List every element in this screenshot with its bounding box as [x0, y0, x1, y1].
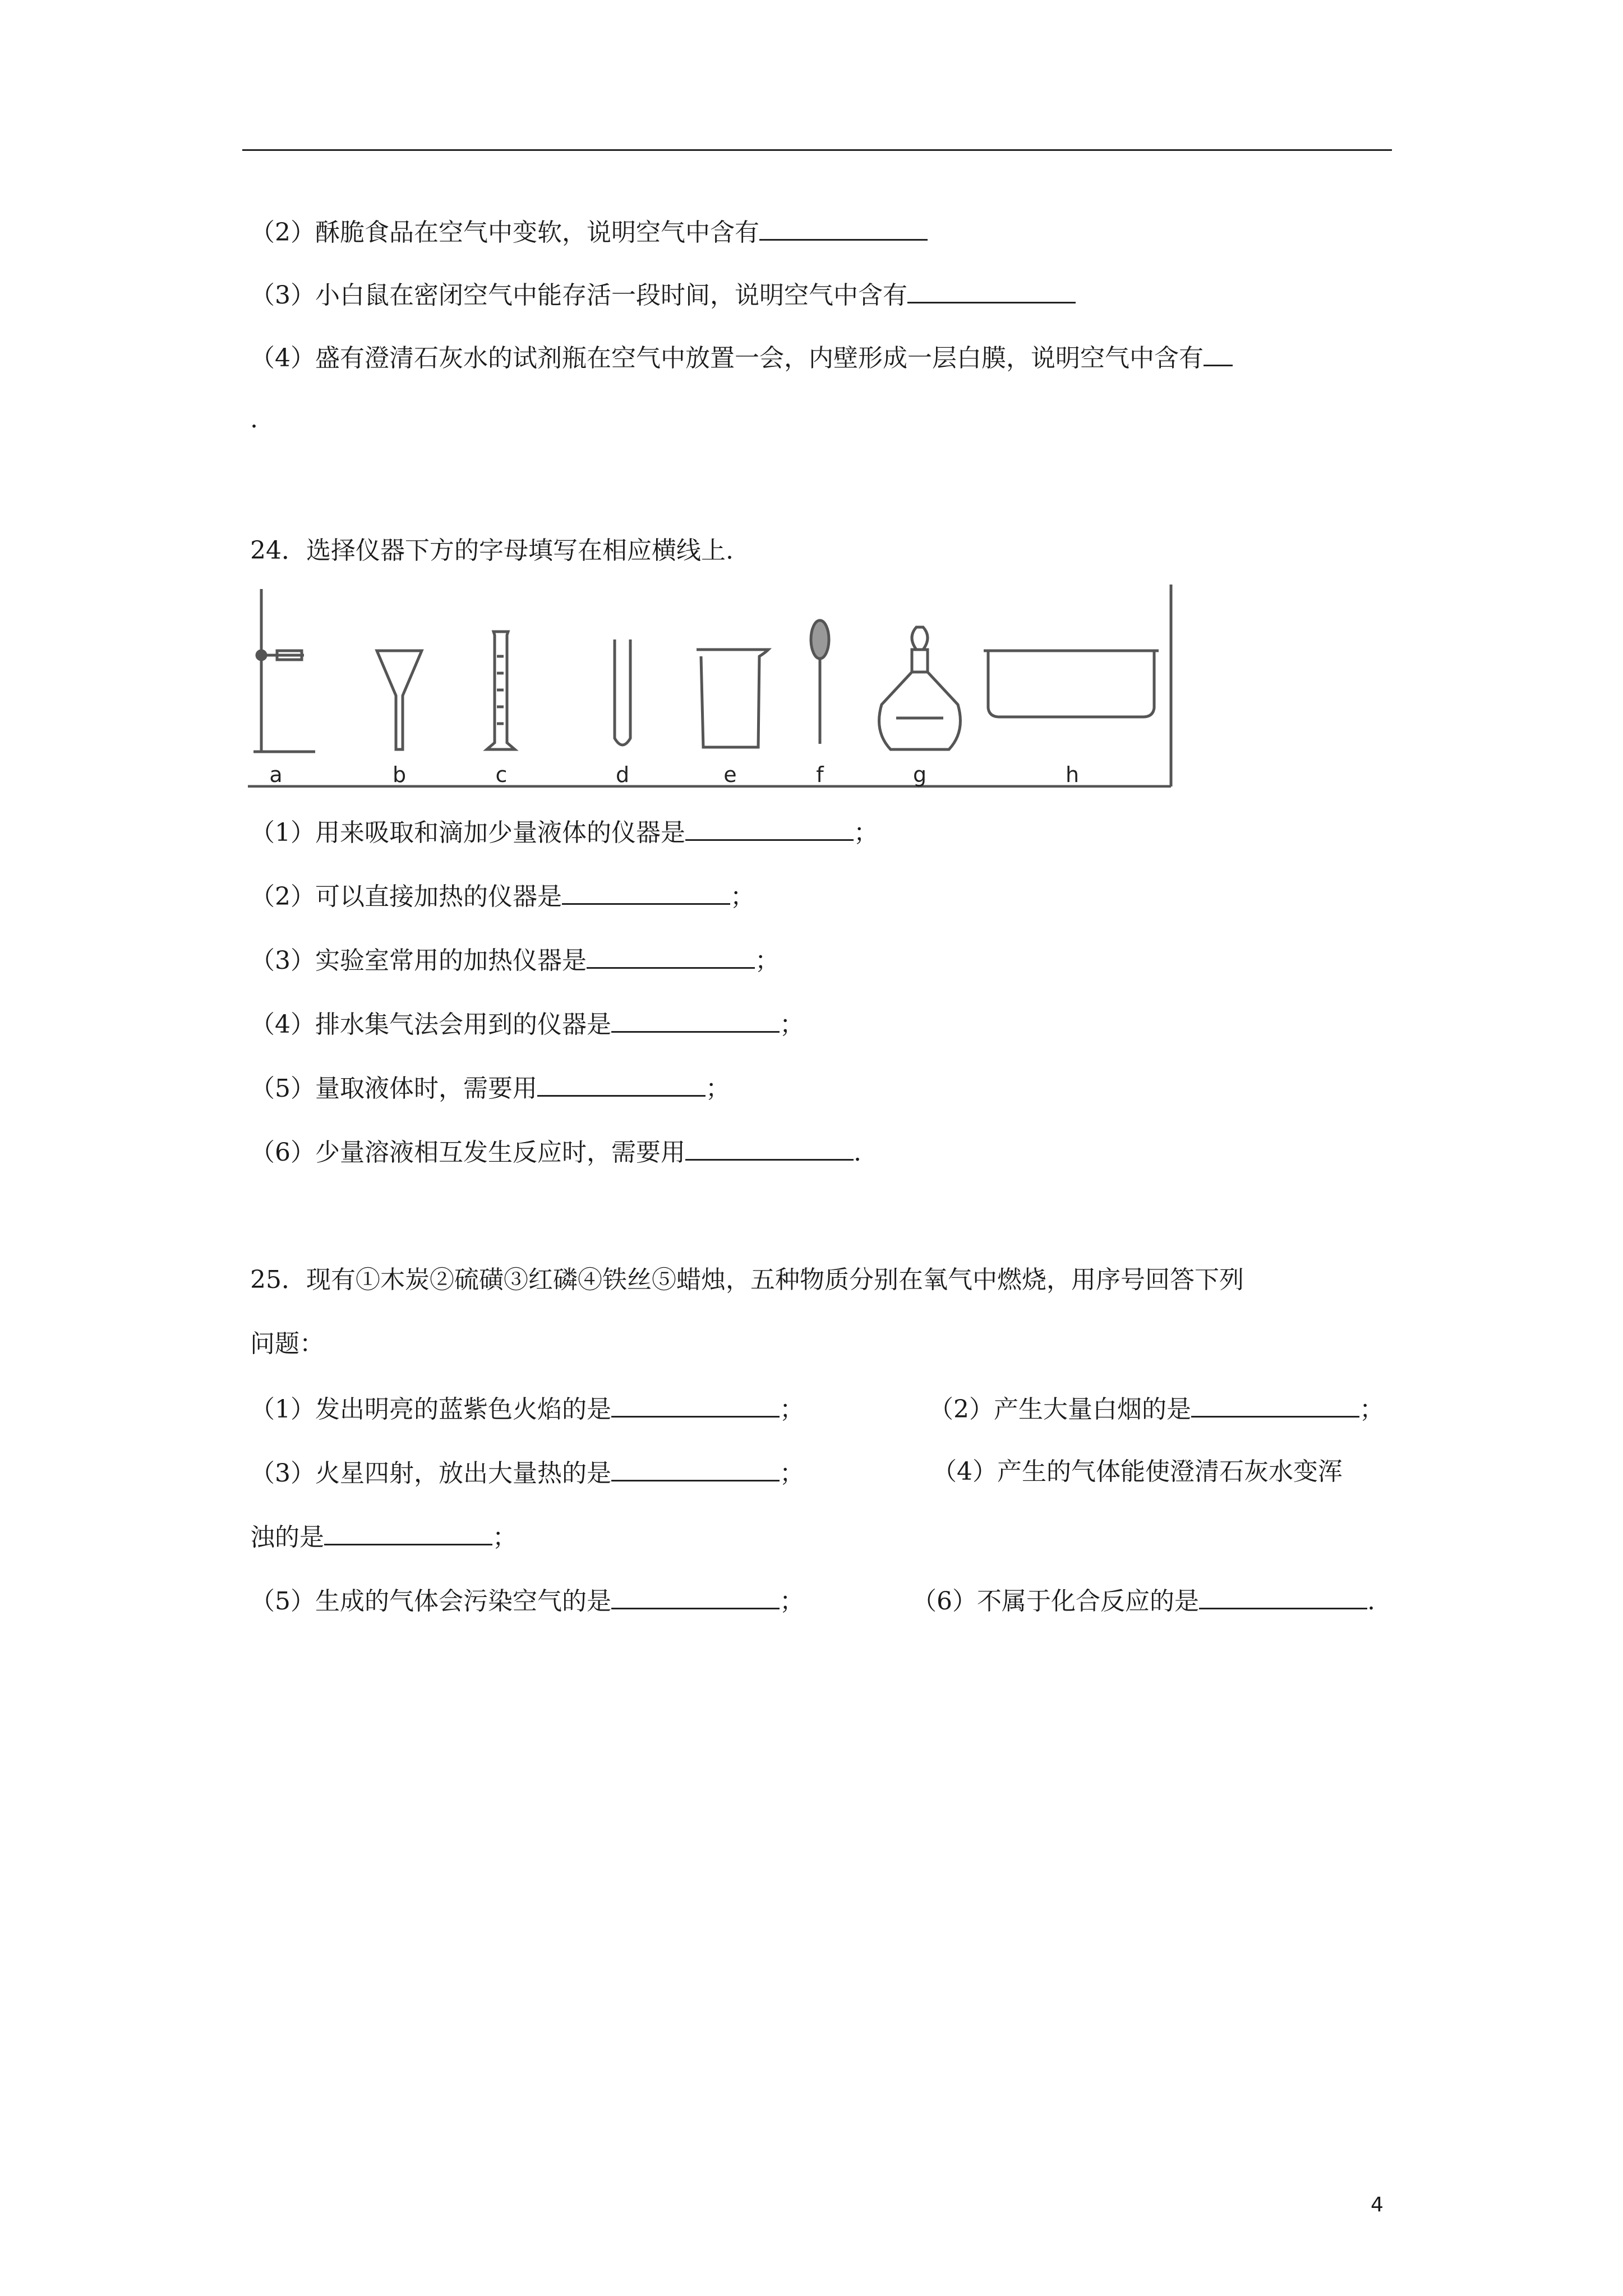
q23-item-4-end: .	[250, 405, 258, 434]
label-g: g	[912, 762, 927, 787]
q25-item-4: （4）产生的气体能使澄清石灰水变浑	[932, 1457, 1343, 1486]
test-tube-icon	[615, 639, 630, 745]
answer-blank[interactable]	[1191, 1392, 1359, 1418]
q24-title: 24．选择仪器下方的字母填写在相应横线上.	[250, 536, 734, 565]
label-f: f	[816, 762, 824, 787]
q25-item-5: （5）生成的气体会污染空气的是 ；	[250, 1584, 804, 1617]
label-e: e	[723, 762, 737, 787]
q25-item-3: （3）火星四射，放出大量热的是 ；	[250, 1456, 804, 1489]
q25-item-6: （6）不属于化合反应的是 .	[912, 1584, 1375, 1617]
alcohol-lamp-icon	[879, 627, 961, 749]
iron-stand-icon	[253, 589, 315, 752]
beaker-icon	[697, 650, 768, 747]
q25-item-4-cont: 浊的是 ；	[250, 1520, 517, 1553]
label-c: c	[495, 762, 508, 787]
answer-blank[interactable]	[759, 215, 928, 241]
page-number: 4	[1371, 2193, 1384, 2216]
label-d: d	[615, 762, 630, 787]
q25-title: 25．现有①木炭②硫磺③红磷④铁丝⑤蜡烛，五种物质分别在氧气中燃烧，用序号回答下列	[250, 1266, 1244, 1294]
q24-item-5: （5）量取液体时，需要用 ；	[250, 1071, 730, 1105]
label-b: b	[392, 762, 407, 787]
answer-blank[interactable]	[685, 816, 854, 841]
q24-item-2: （2）可以直接加热的仪器是 ；	[250, 880, 755, 913]
answer-blank[interactable]	[1199, 1584, 1367, 1609]
q24-item-1: （1）用来吸取和滴加少量液体的仪器是 ；	[250, 816, 878, 849]
answer-blank[interactable]	[611, 1584, 780, 1609]
q23-item-2: （2）酥脆食品在空气中变软，说明空气中含有	[250, 215, 928, 249]
q25-title-cont: 问题：	[250, 1329, 324, 1358]
answer-blank[interactable]	[611, 1456, 780, 1481]
q23-item-4: （4）盛有澄清石灰水的试剂瓶在空气中放置一会，内壁形成一层白膜，说明空气中含有	[250, 341, 1233, 374]
q24-item-4: （4）排水集气法会用到的仪器是 ；	[250, 1007, 804, 1041]
answer-blank[interactable]	[907, 278, 1076, 303]
answer-blank[interactable]	[562, 880, 730, 905]
header-rule	[242, 149, 1392, 151]
answer-blank[interactable]	[587, 944, 755, 969]
q25-item-1: （1）发出明亮的蓝紫色火焰的是 ；	[250, 1392, 804, 1425]
lab-apparatus-figure	[248, 583, 1174, 788]
dropper-icon	[811, 620, 829, 744]
apparatus-svg	[248, 583, 1174, 788]
label-h: h	[1065, 762, 1080, 787]
q24-item-3: （3）实验室常用的加热仪器是 ；	[250, 944, 780, 977]
funnel-icon	[377, 651, 422, 749]
label-a: a	[269, 762, 283, 787]
answer-blank[interactable]	[611, 1007, 780, 1033]
q25-item-2: （2）产生大量白烟的是 ；	[929, 1392, 1384, 1425]
q23-item-3: （3）小白鼠在密闭空气中能存活一段时间，说明空气中含有	[250, 278, 1076, 311]
graduated-cylinder-icon	[487, 632, 515, 749]
answer-blank[interactable]	[685, 1135, 854, 1161]
answer-blank[interactable]	[537, 1071, 706, 1097]
answer-blank[interactable]	[324, 1520, 492, 1545]
trough-icon	[984, 651, 1159, 717]
answer-blank[interactable]	[611, 1392, 780, 1418]
answer-blank[interactable]	[1204, 341, 1233, 366]
q24-item-6: （6）少量溶液相互发生反应时，需要用 .	[250, 1135, 861, 1168]
